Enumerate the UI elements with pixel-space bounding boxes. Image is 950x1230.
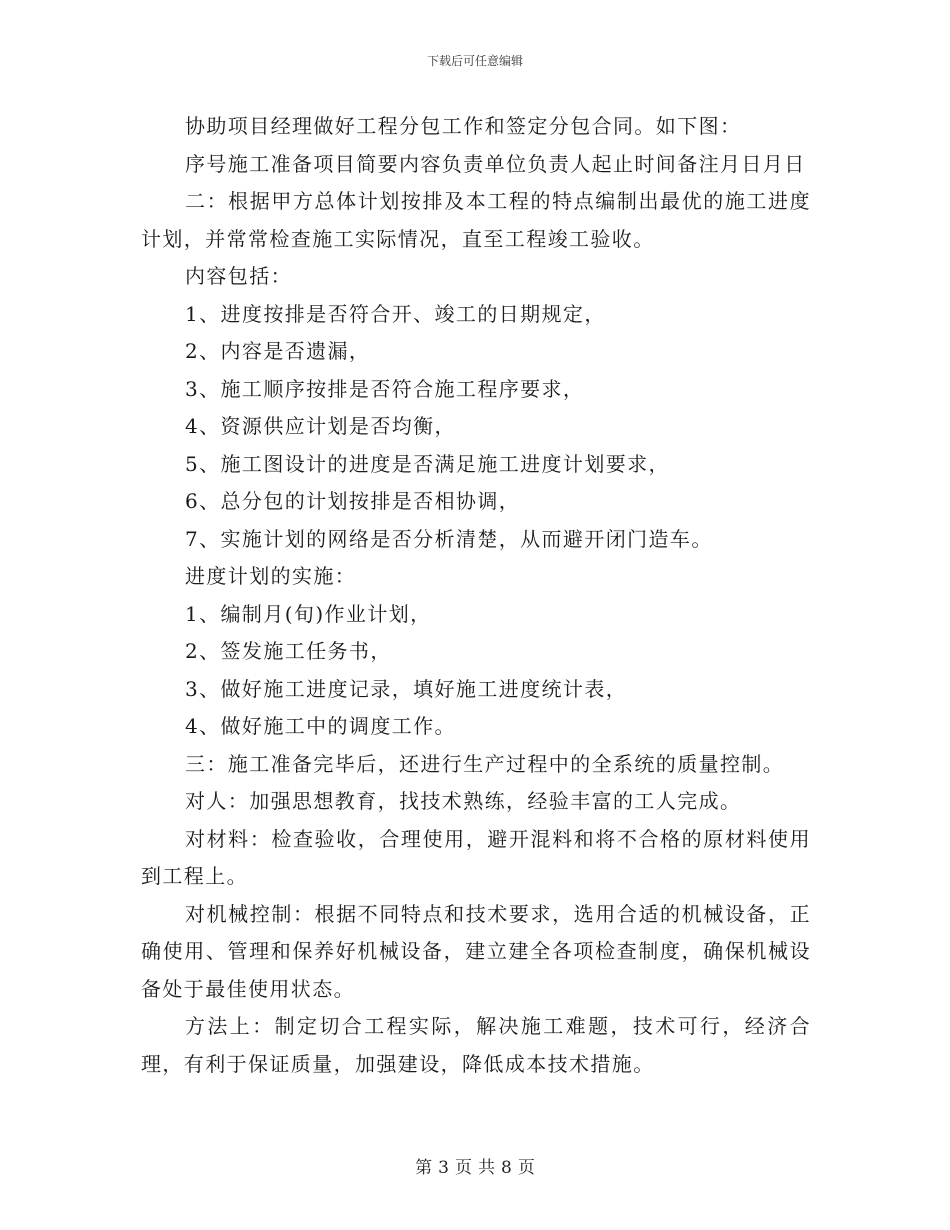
page-footer (0, 1153, 950, 1178)
paragraph: 对材料：检查验收，合理使用，避开混料和将不合格的原材料使用到工程上。 (141, 826, 811, 888)
footer-current-page: 3 (438, 1158, 449, 1178)
paragraph: 二：根据甲方总体计划按排及本工程的特点编制出最优的施工进度计划，并常常检查施工实际情况，直至工程竣工验收。 (141, 189, 811, 251)
list-item: 4、做好施工中的调度工作。 (185, 714, 456, 738)
list-item: 2、签发施工任务书， (185, 639, 392, 663)
footer-page-word: 页 (455, 1158, 472, 1178)
paragraph: 内容包括： (185, 264, 292, 288)
footer-total-word: 共 (478, 1158, 495, 1178)
paragraph: 序号施工准备项目简要内容负责单位负责人起止时间备注月日月日 (185, 151, 806, 176)
list-item: 3、做好施工进度记录，填好施工进度统计表， (185, 676, 628, 701)
footer-total-pages: 8 (501, 1158, 512, 1178)
footer-suffix: 页 (517, 1158, 535, 1178)
list-item: 3、施工顺序按排是否符合施工程序要求， (185, 376, 585, 401)
footer-prefix: 第 (415, 1158, 433, 1178)
page-header-note: 下载后可任意编辑 (426, 54, 523, 68)
paragraph: 对机械控制：根据不同特点和技术要求，选用合适的机械设备，正确使用、管理和保养好机械设备，建立建全各项检查制度，确保机械设备处于最佳使用状态。 (141, 901, 811, 1001)
document-body (141, 108, 811, 1083)
paragraph: 方法上：制定切合工程实际，解决施工难题，技术可行，经济合理，有利于保证质量，加强建设，降低成本技术措施。 (141, 1014, 811, 1076)
paragraph: 协助项目经理做好工程分包工作和签定分包合同。如下图： (185, 114, 742, 138)
paragraph: 进度计划的实施： (185, 564, 357, 588)
paragraph: 对人：加强思想教育，找技术熟练，经验丰富的工人完成。 (185, 789, 742, 813)
list-item: 5、施工图设计的进度是否满足施工进度计划要求， (185, 451, 670, 476)
list-item: 2、内容是否遗漏， (185, 339, 371, 363)
list-item: 1、进度按排是否符合开、竣工的日期规定， (185, 301, 606, 326)
list-item: 1、编制月(旬)作业计划， (185, 601, 432, 626)
list-item: 7、实施计划的网络是否分析清楚，从而避开闭门造车。 (185, 526, 713, 551)
list-item: 6、总分包的计划按排是否相协调， (185, 489, 521, 513)
paragraph: 三：施工准备完毕后，还进行生产过程中的全系统的质量控制。 (185, 751, 785, 776)
list-item: 4、资源供应计划是否均衡， (185, 414, 456, 438)
